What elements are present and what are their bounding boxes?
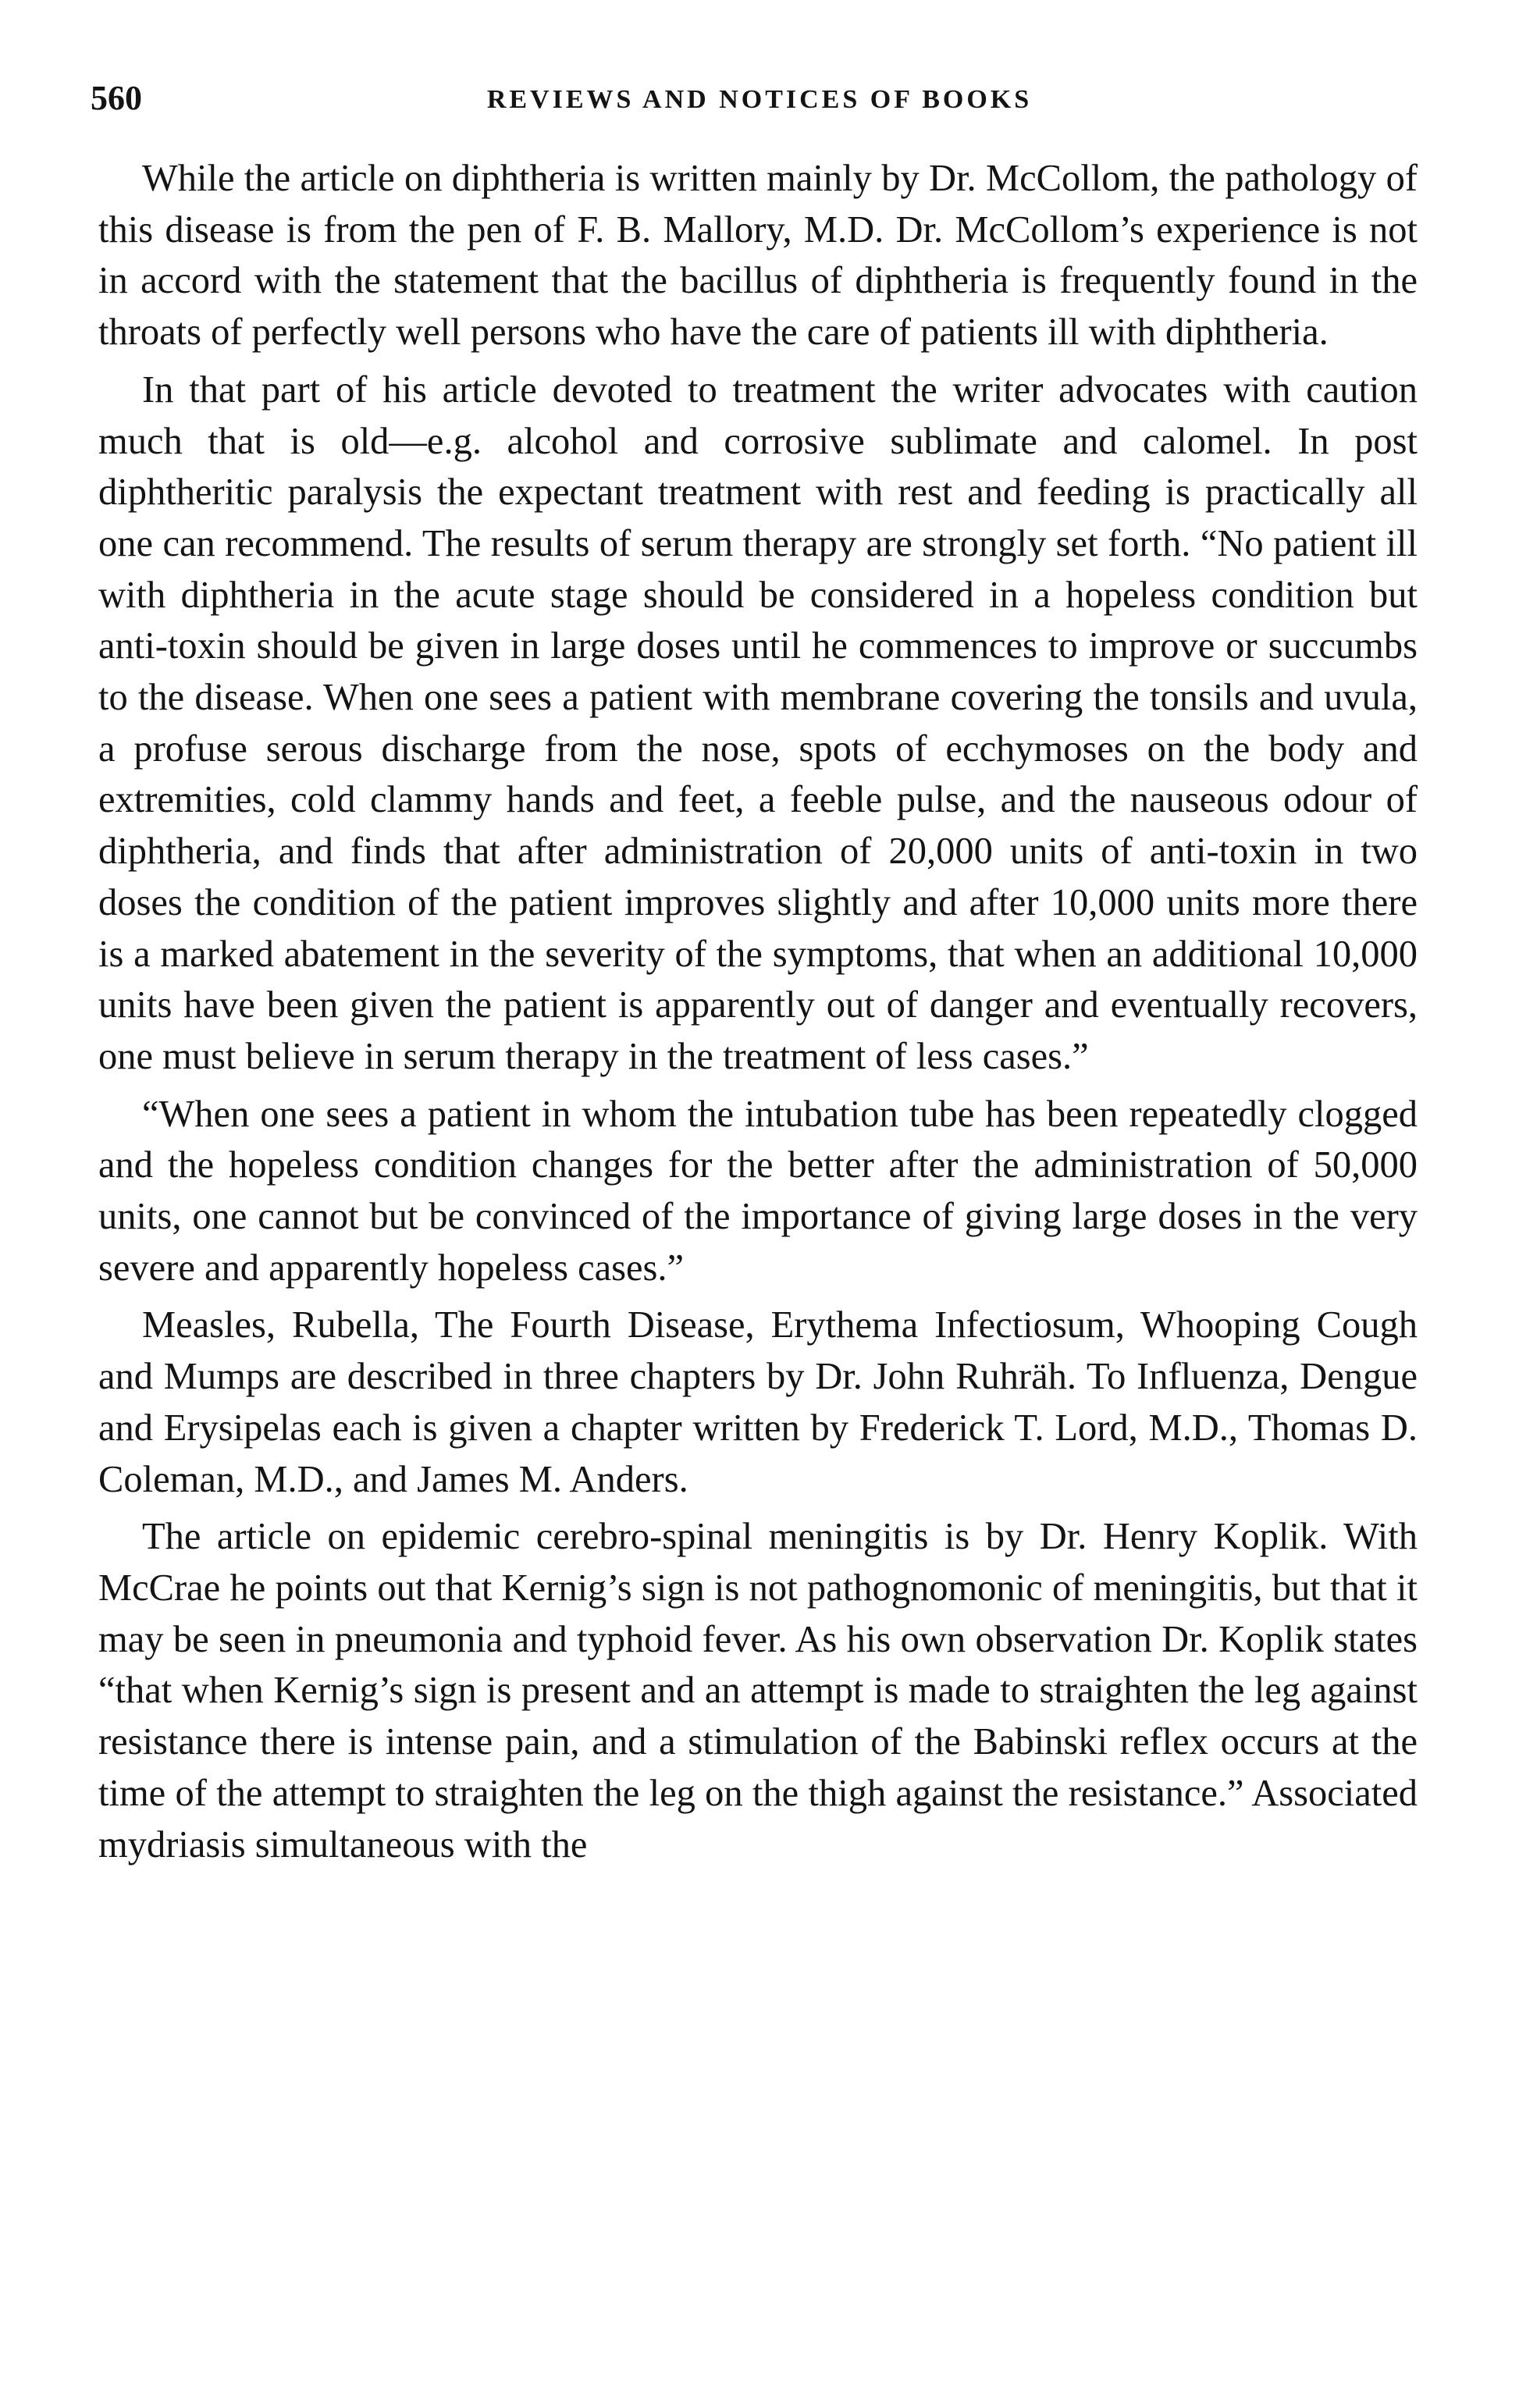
paragraph-intubation-quote: “When one sees a patient in whom the intubation tube has been repeatedly clogged and the hopeless condition changes for the better after the administration of 50,000 units, one cannot but be convinced of the importance of giving large doses in the very severe and apparently hopeless cases.” — [98, 1093, 1418, 1289]
paragraph-measles-chapters: Measles, Rubella, The Fourth Disease, Erythema Infectiosum, Whooping Cough and Mumps are described in three chapters by Dr. John Ruhräh. To Influenza, Dengue and Erysipelas each is given a chapter written by Frederick T. Lord, M.D., Thomas D. Coleman, M.D., and James M. Anders. — [98, 1304, 1418, 1500]
running-title: REVIEWS AND NOTICES OF BOOKS — [486, 85, 1033, 114]
running-head — [78, 75, 1441, 122]
body-text — [98, 153, 1418, 1870]
paragraph-diphtheria-pathology: While the article on diphtheria is written mainly by Dr. McCollom, the pathology of this disease is from the pen of F. B. Mallory, M.D. Dr. McCollom’s experience is not in accord with the statement that the bacillus of diphtheria is frequently found in the throats of perfectly well persons who have the care of patients ill with diphtheria. — [98, 158, 1418, 354]
paragraph-treatment: In that part of his article devoted to treatment the writer advocates with caution much that is old—e.g. alcohol and corrosive sublimate and calomel. In post diphtheritic paralysis the expectant treatment with rest and feeding is practically all one can recommend. The results of serum therapy are strongly set forth. “No patient ill with diphtheria in the acute stage should be considered in a hopeless condition but anti-toxin should be given in large doses until he commences to improve or succumbs to the disease. When one sees a patient with membrane covering the tonsils and uvula, a profuse serous discharge from the nose, spots of ecchymoses on the body and extremities, cold clammy hands and feet, a feeble pulse, and the nauseous odour of diphtheria, and finds that after administration of 20,000 units of anti-toxin in two doses the condition of the patient improves slightly and after 10,000 units more there is a marked abatement in the severity of the symptoms, that when an additional 10,000 units have been given the patient is apparently out of danger and eventually recovers, one must believe in serum therapy in the treatment of less cases.” — [98, 368, 1418, 1077]
page-number: 560 — [91, 79, 142, 117]
paragraph-meningitis: The article on epidemic cerebro-spinal meningitis is by Dr. Henry Koplik. With McCrae he points out that Kernig’s sign is not pathognomonic of meningitis, but that it may be seen in pneumonia and typhoid fever. As his own observation Dr. Koplik states “that when Kernig’s sign is present and an attempt is made to straighten the leg against resistance there is intense pain, and a stimulation of the Babinski reflex occurs at the time of the attempt to straighten the leg on the thigh against the resistance.” Associated mydriasis simultaneous with the — [98, 1516, 1418, 1866]
